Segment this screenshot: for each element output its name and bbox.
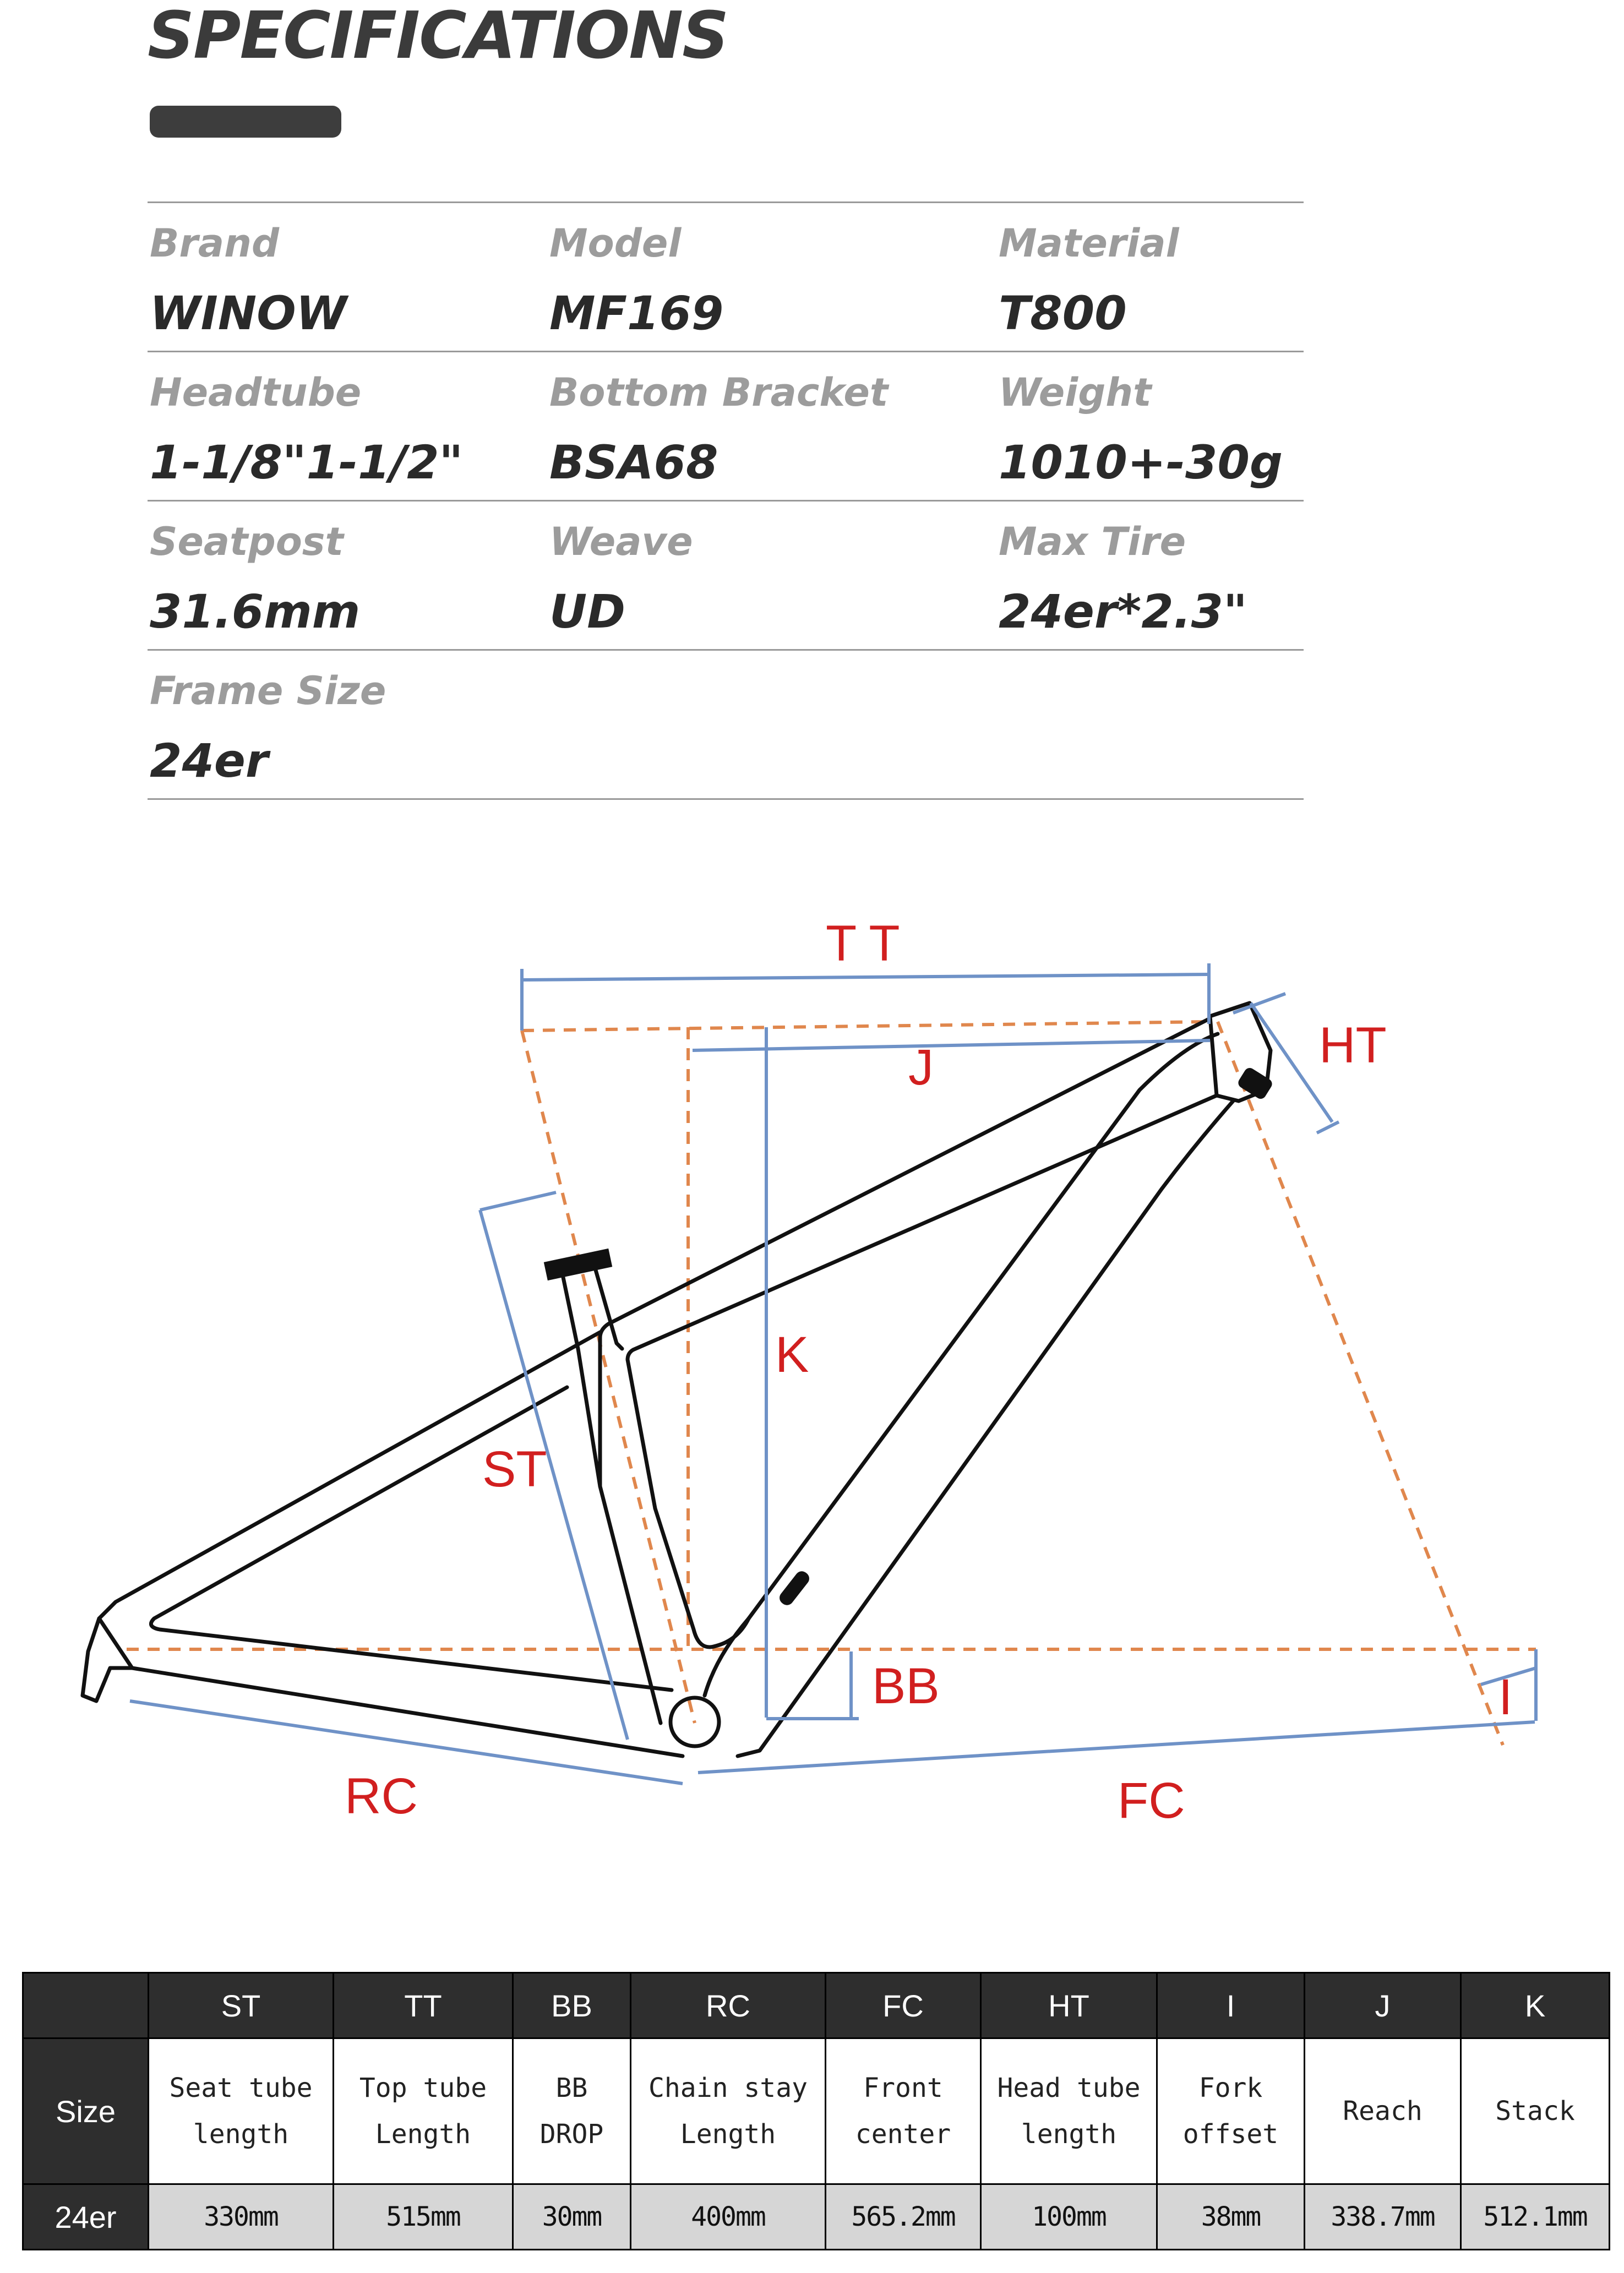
ht-tick-bottom — [1317, 1122, 1339, 1133]
spec-grid — [148, 201, 1304, 800]
header-cell-bb: BB — [513, 1973, 631, 2038]
label-bb: BB — [872, 1658, 940, 1714]
label-rc: RC — [345, 1768, 418, 1824]
desc-line: length — [1021, 2119, 1117, 2150]
desc-cell-st — [149, 2038, 334, 2184]
spec-label: Headtube — [150, 370, 362, 415]
spec-row — [148, 502, 1304, 651]
value-cell-bb: 30mm — [513, 2184, 631, 2250]
value-cell-i: 38mm — [1157, 2184, 1305, 2250]
top-tube-lower — [628, 1095, 1217, 1508]
desc-line: center — [855, 2119, 951, 2150]
spec-label: Brand — [150, 221, 280, 266]
title-underline-bar — [150, 106, 341, 138]
label-j: J — [908, 1039, 934, 1095]
value-cell-rc: 400mm — [631, 2184, 826, 2250]
page-title: SPECIFICATIONS — [148, 0, 728, 73]
value-cell-fc: 565.2mm — [826, 2184, 981, 2250]
header-cell-blank — [23, 1973, 149, 2038]
label-tt: T T — [826, 915, 900, 972]
spec-value: BSA68 — [549, 435, 718, 489]
spec-value: MF169 — [549, 286, 724, 340]
spec-value: 1-1/8"1-1/2" — [150, 435, 464, 489]
seat-tube-rear — [562, 1269, 661, 1723]
desc-line: Head tube — [997, 2073, 1141, 2103]
table-row — [23, 2184, 1610, 2250]
spec-label: Weave — [549, 519, 693, 564]
desc-line: Length — [375, 2119, 471, 2150]
steering-axis-line — [1218, 1022, 1503, 1745]
desc-line: Fork — [1198, 2073, 1263, 2103]
tt-dimension-line — [522, 974, 1209, 980]
label-ht: HT — [1319, 1017, 1387, 1073]
frame-geometry-svg — [0, 859, 1624, 1872]
desc-line: Front — [863, 2073, 943, 2103]
header-cell-j: J — [1305, 1973, 1461, 2038]
seat-angle-line — [522, 1031, 695, 1723]
desc-cell-i — [1157, 2038, 1305, 2184]
dimension-lines — [130, 963, 1536, 1784]
bike-frame — [83, 1003, 1274, 1756]
desc-cell-bb — [513, 2038, 631, 2184]
geometry-table — [22, 1972, 1610, 2250]
desc-line: Length — [680, 2119, 776, 2150]
header-cell-tt: TT — [334, 1973, 513, 2038]
desc-line: Stack — [1495, 2096, 1575, 2127]
spec-label: Max Tire — [999, 519, 1186, 564]
size-name-cell: 24er — [23, 2184, 149, 2250]
desc-cell-fc — [826, 2038, 981, 2184]
spec-value: 24er*2.3" — [999, 585, 1247, 639]
desc-cell-tt — [334, 2038, 513, 2184]
value-cell-tt: 515mm — [334, 2184, 513, 2250]
spec-label: Frame Size — [150, 668, 386, 713]
seat-clamp — [544, 1249, 612, 1280]
desc-line: BB — [555, 2073, 588, 2103]
desc-line: Top tube — [359, 2073, 487, 2103]
header-cell-i: I — [1157, 1973, 1305, 2038]
spec-value: WINOW — [150, 286, 347, 340]
label-i: I — [1498, 1669, 1513, 1725]
down-tube-lower — [738, 1101, 1233, 1756]
value-cell-j: 338.7mm — [1305, 2184, 1461, 2250]
top-reference-line — [522, 1022, 1210, 1031]
desc-line: length — [193, 2119, 289, 2150]
fc-dimension-line — [698, 1722, 1535, 1773]
rear-dropout — [83, 1618, 132, 1701]
frame-geometry-diagram — [0, 859, 1624, 1872]
header-cell-rc: RC — [631, 1973, 826, 2038]
spec-value: 31.6mm — [150, 585, 361, 639]
header-cell-st: ST — [149, 1973, 334, 2038]
spec-label: Weight — [999, 370, 1152, 415]
spec-label: Seatpost — [150, 519, 344, 564]
desc-line: Chain stay — [648, 2073, 808, 2103]
spec-value: UD — [549, 585, 625, 639]
value-cell-st: 330mm — [149, 2184, 334, 2250]
spec-label: Material — [999, 221, 1179, 266]
desc-cell-rc — [631, 2038, 826, 2184]
value-cell-k: 512.1mm — [1461, 2184, 1610, 2250]
header-cell-fc: FC — [826, 1973, 981, 2038]
desc-cell-k — [1461, 2038, 1610, 2184]
spec-row — [148, 651, 1304, 800]
spec-label: Bottom Bracket — [549, 370, 889, 415]
ht-tick-top — [1233, 994, 1285, 1013]
desc-line: DROP — [539, 2119, 604, 2150]
label-fc: FC — [1118, 1773, 1185, 1829]
value-cell-ht: 100mm — [981, 2184, 1157, 2250]
table-description-row — [23, 2038, 1610, 2184]
desc-cell-j — [1305, 2038, 1461, 2184]
table-header-row — [23, 1973, 1610, 2038]
spec-row — [148, 352, 1304, 502]
spec-row — [148, 203, 1304, 352]
header-cell-ht: HT — [981, 1973, 1157, 2038]
desc-line: offset — [1182, 2119, 1279, 2150]
header-cell-k: K — [1461, 1973, 1610, 2038]
desc-line: Seat tube — [169, 2073, 313, 2103]
spec-value: 24er — [150, 734, 269, 788]
desc-cell-ht — [981, 2038, 1157, 2184]
j-dimension-line — [693, 1040, 1210, 1050]
spec-value: T800 — [999, 286, 1127, 340]
st-tick-top — [480, 1192, 556, 1210]
desc-line: Reach — [1343, 2096, 1423, 2127]
spec-label: Model — [549, 221, 682, 266]
label-st: ST — [482, 1441, 547, 1497]
label-k: K — [775, 1327, 809, 1383]
spec-value: 1010+-30g — [999, 435, 1283, 489]
size-label-cell: Size — [23, 2038, 149, 2184]
